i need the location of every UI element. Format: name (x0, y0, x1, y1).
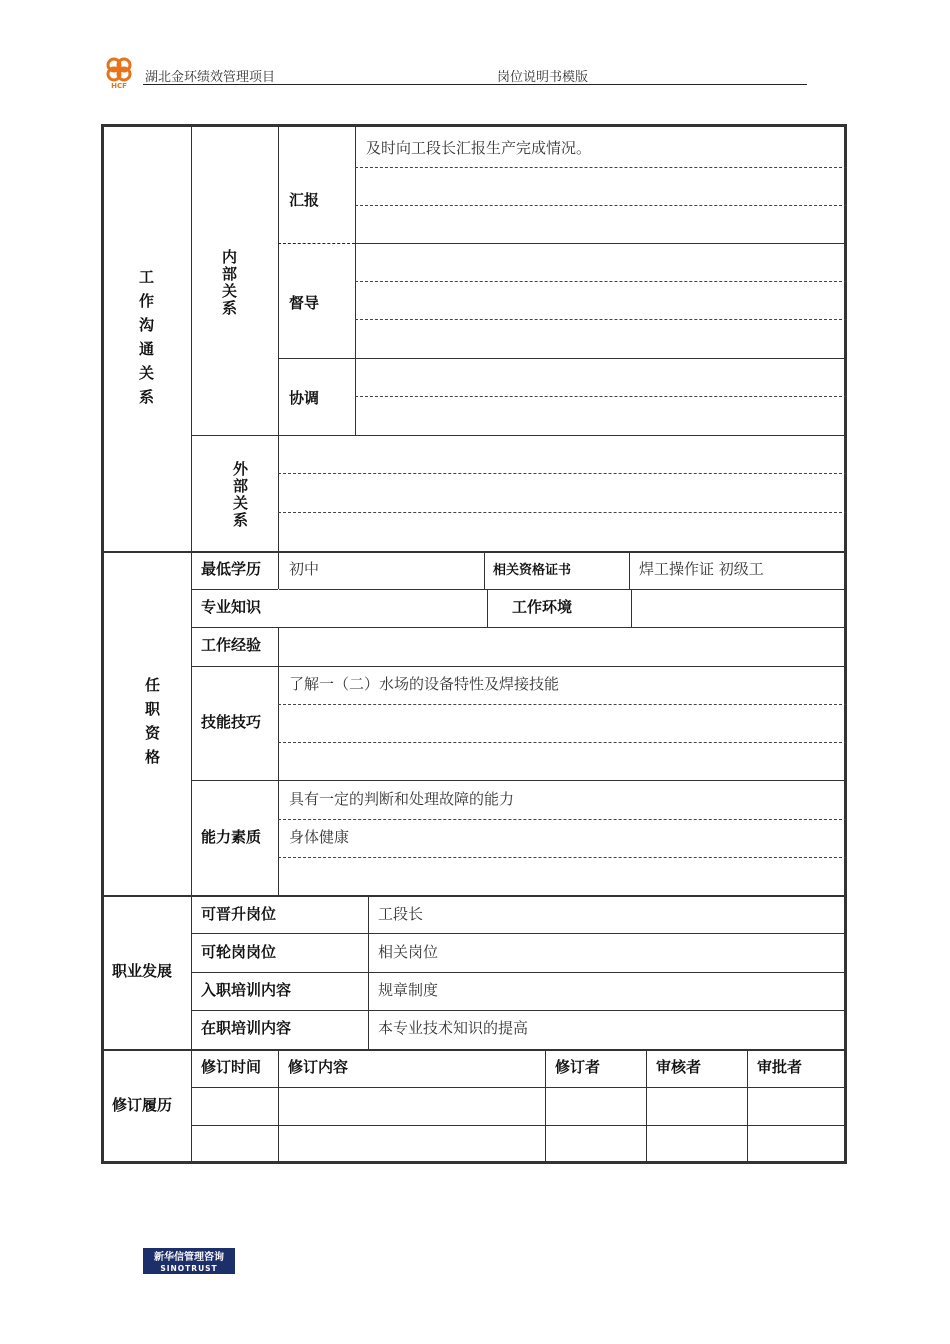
experience-label: 工作经验 (201, 636, 262, 654)
company-project-title: 湖北金环绩效管理项目 (145, 70, 276, 85)
career-row-promotion-label: 可晋升岗位 (201, 905, 277, 923)
company-logo-text: HCF (111, 82, 127, 89)
career-row-rotation-value: 相关岗位 (378, 943, 439, 961)
career-row-training-label: 在职培训内容 (201, 1019, 292, 1037)
row-divider (355, 243, 847, 244)
certificate-value: 焊工操作证 初级工 (639, 560, 764, 578)
internal-relations-label: 内部关系 (220, 249, 238, 317)
ability-line-2: 身体健康 (289, 828, 350, 846)
ability-line-1: 具有一定的判断和处理故障的能力 (289, 790, 515, 808)
ability-label: 能力素质 (201, 828, 262, 846)
col-divider (278, 127, 279, 435)
dashed-line (278, 704, 847, 705)
col-divider (487, 589, 488, 627)
communication-section-label: 工作沟通关系 (137, 269, 155, 413)
col-divider (747, 1049, 748, 1164)
career-row-onboarding-label: 入职培训内容 (201, 981, 292, 999)
dashed-line (278, 819, 847, 820)
job-description-table (101, 124, 847, 1164)
col-divider (191, 1049, 192, 1164)
revision-col-content: 修订内容 (288, 1058, 349, 1076)
career-section-label: 职业发展 (112, 962, 173, 980)
document-type: 岗位说明书模版 (497, 70, 589, 85)
coordinate-label: 协调 (289, 389, 320, 407)
career-row-promotion-value: 工段长 (378, 905, 424, 923)
report-text: 及时向工段长汇报生产完成情况。 (366, 139, 592, 157)
row-divider (278, 358, 847, 359)
skills-label: 技能技巧 (201, 713, 262, 731)
dashed-line (355, 167, 847, 168)
consultancy-logo-text: 新华信管理咨询 (154, 1252, 224, 1263)
revision-col-reviser: 修订者 (555, 1058, 601, 1076)
row-divider (191, 627, 847, 628)
revision-col-reviewer: 审核者 (656, 1058, 702, 1076)
skills-line-1: 了解一（二）水场的设备特性及焊接技能 (289, 675, 560, 693)
supervise-label: 督导 (289, 294, 320, 312)
education-label: 最低学历 (201, 560, 262, 578)
row-divider (191, 589, 847, 590)
col-divider (191, 551, 192, 895)
col-divider (484, 551, 485, 589)
report-label: 汇报 (289, 191, 320, 209)
section-divider (104, 1049, 847, 1051)
col-divider (629, 551, 630, 589)
row-divider (191, 666, 847, 667)
col-divider (278, 435, 279, 551)
career-row-onboarding-value: 规章制度 (378, 981, 439, 999)
dashed-line (278, 512, 847, 513)
external-relations-label: 外部关系 (231, 461, 249, 529)
row-divider (191, 1010, 847, 1011)
row-divider (191, 972, 847, 973)
col-divider (631, 589, 632, 627)
qualification-section-label: 任职资格 (143, 677, 161, 773)
dashed-line (278, 473, 847, 474)
col-divider (646, 1049, 647, 1164)
row-divider (191, 1125, 847, 1126)
row-divider (191, 1087, 847, 1088)
row-divider (191, 435, 847, 436)
consultancy-logo-subtext: SINOTRUST (160, 1264, 218, 1273)
dashed-line (355, 205, 847, 206)
row-divider (191, 780, 847, 781)
career-row-training-value: 本专业技术知识的提高 (378, 1019, 529, 1037)
col-gap (278, 589, 279, 627)
knowledge-label: 专业知识 (201, 598, 262, 616)
education-value: 初中 (289, 560, 320, 578)
col-divider (278, 1049, 279, 1164)
company-logo (101, 53, 137, 89)
dashed-line (355, 319, 847, 320)
section-divider (104, 895, 847, 897)
col-divider (545, 1049, 546, 1164)
header-rule (143, 84, 807, 85)
revision-section-label: 修订履历 (112, 1096, 173, 1114)
certificate-label: 相关资格证书 (493, 563, 572, 578)
dashed-line (278, 742, 847, 743)
dashed-divider (278, 243, 355, 244)
career-row-rotation-label: 可轮岗岗位 (201, 943, 277, 961)
row-divider (191, 933, 847, 934)
revision-col-approver: 审批者 (757, 1058, 803, 1076)
environment-label: 工作环境 (512, 598, 573, 616)
dashed-line (278, 857, 847, 858)
dashed-line (355, 396, 847, 397)
col-divider (191, 127, 192, 551)
revision-col-time: 修订时间 (201, 1058, 262, 1076)
consultancy-logo (143, 1248, 235, 1274)
section-divider (104, 551, 847, 553)
dashed-line (355, 281, 847, 282)
